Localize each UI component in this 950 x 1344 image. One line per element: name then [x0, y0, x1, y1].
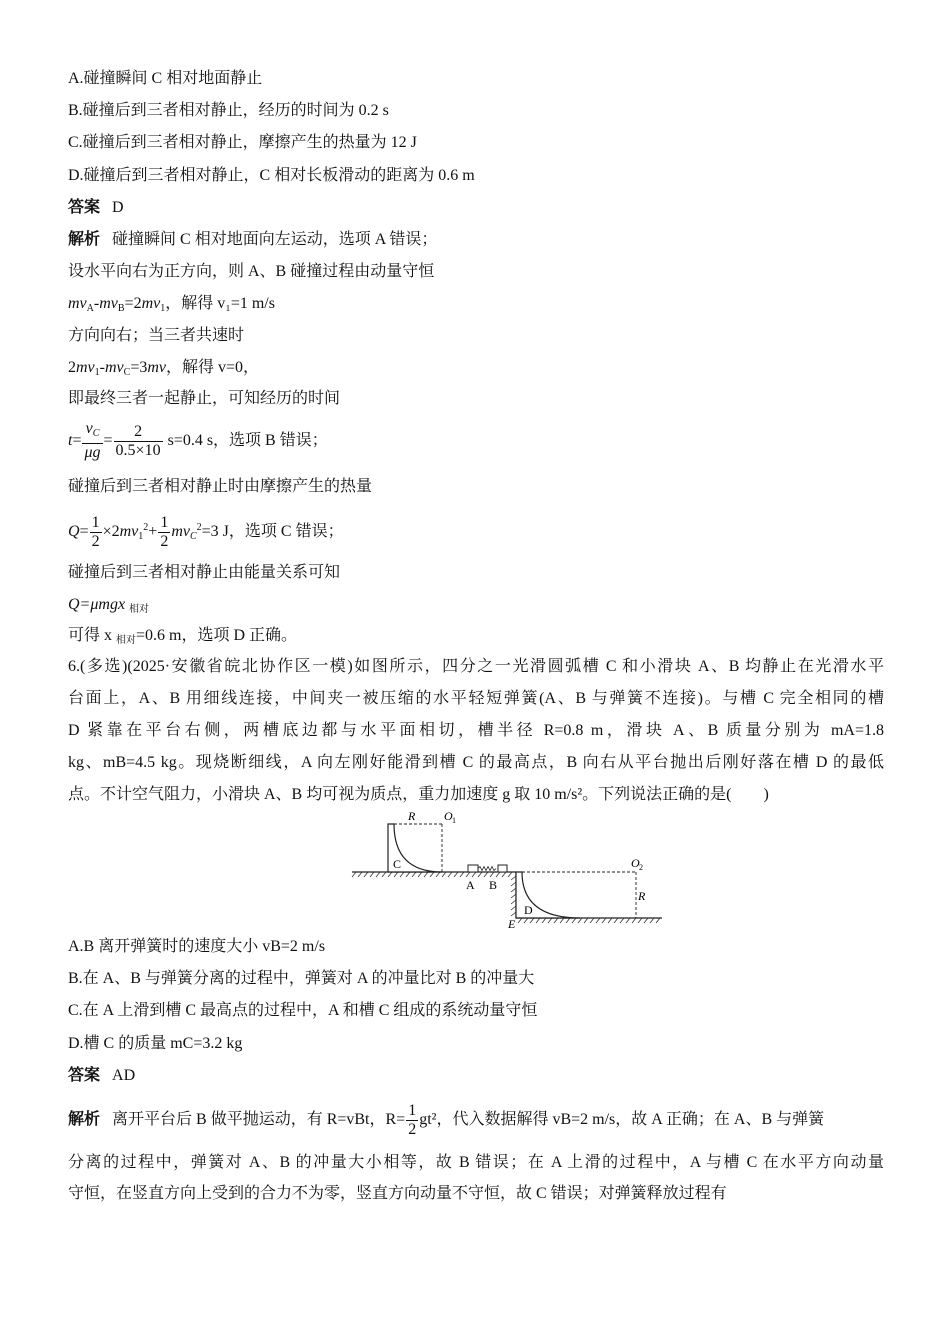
fraction: $\frac{v_C}{\mu g}$ [84, 420, 101, 462]
q5-equation-5 [68, 594, 149, 621]
label-c: C [393, 857, 402, 871]
fraction [114, 423, 163, 460]
q5-analysis-line-3: 方向向右；当三者共速时 [68, 327, 245, 344]
q5-equation-3: t= $\frac{v_C}{\mu g}$ = $\frac{2}{0.5\times 10}$ s=0.4 s，选项 B 错误； [68, 420, 328, 462]
q6-option-c: C.在 A 上滑到槽 C 最高点的过程中，A 和槽 C 组成的系统动量守恒 [68, 1002, 538, 1019]
fraction: $\frac{1}{2}$ [91, 513, 100, 550]
q5-analysis-7-post: =0.6 m，选项 D 正确。 [136, 627, 298, 644]
q6-analysis-label: 解析 [68, 1111, 101, 1128]
q6-answer-value: AD [112, 1067, 136, 1084]
q5-equation-2-result: ，解得 v=0， [166, 359, 260, 376]
label-d: D [524, 903, 533, 917]
q6-stem-line-5: 点。不计空气阻力，小滑块 A、B 均可视为质点，重力加速度 g 取 10 m/s²。下列说法正确的是( ) [68, 786, 769, 803]
label-r-top: R [408, 810, 416, 823]
spring [478, 867, 496, 871]
q6-option-b: B.在 A、B 与弹簧分离的过程中，弹簧对 A 的冲量比对 B 的冲量大 [68, 970, 535, 987]
q6-answer [68, 1065, 135, 1087]
q6-analysis-1b: gt²，代入数据解得 vB=2 m/s，故 A 正确；在 A、B 与弹簧 [419, 1111, 825, 1128]
q5-analysis-text-1: 碰撞瞬间 C 相对地面向左运动，选项 A 错误； [112, 231, 438, 248]
wall-hatch [511, 876, 516, 916]
q5-analysis-7-pre: 可得 x [68, 627, 113, 644]
q5-equation-4: Q= $\frac{1}{2}$ $\times 2mv_1^2+$ $\frac{1}{2}$ $mv_C^2=3$ J，选项 C 错误； [68, 513, 344, 550]
q5-analysis-line-6: 碰撞后到三者相对静止由能量关系可知 [68, 564, 341, 581]
q6-stem-line-3: D 紧靠在平台右侧，两槽底边都与水平面相切，槽半径 R=0.8 m，滑块 A、B 质量分别为 mA=1.8 [68, 722, 884, 739]
fraction: $\frac{1}{2}$ [408, 1101, 417, 1138]
label-b: B [489, 878, 498, 892]
platform-hatch [352, 872, 512, 877]
q5-equation-1-result: ，解得 v₁=1 m/s [165, 295, 275, 312]
label-o1-sub: 1 [452, 816, 456, 825]
q6-option-a: A.B 离开弹簧时的速度大小 vB=2 m/s [68, 938, 326, 955]
q5-answer-label: 答案 [68, 199, 101, 216]
lower-hatch [518, 918, 660, 923]
q6-option-d: D.槽 C 的质量 mC=3.2 kg [68, 1035, 243, 1052]
q6-analysis-line-1 [68, 1096, 824, 1144]
q6-stem-line-4: kg、mB=4.5 kg。现烧断细线，A 向左刚好能滑到槽 C 的最高点，B 向右从平台抛出后刚好落在槽 D 的最低 [68, 754, 884, 771]
q5-analysis-7-sub: 相对 [116, 635, 137, 646]
q5-equation-2: $2mv_1-mv_C=3mv$，解得 v=0， [68, 359, 260, 378]
q5-analysis-line-1 [68, 229, 437, 251]
q6-analysis-1a: 离开平台后 B 做平抛运动，有 R=vBt，R= [112, 1111, 406, 1128]
q5-equation-3-tail: s=0.4 s，选项 B 错误； [167, 432, 328, 449]
q5-option-d: D.碰撞后到三者相对静止，C 相对长板滑动的距离为 0.6 m [68, 167, 475, 184]
q5-option-c: C.碰撞后到三者相对静止，摩擦产生的热量为 12 J [68, 134, 417, 151]
q5-analysis-line-7 [68, 625, 297, 652]
label-o1: O [444, 810, 453, 823]
q6-stem-line-2: 台面上，A、B 用细线连接，中间夹一被压缩的水平轻短弹簧(A、B 与弹簧不连接)。与槽 C 完全相同的槽 [68, 690, 884, 707]
q6-analysis-line-3: 守恒，在竖直方向上受到的合力不为零，竖直方向动量不守恒，故 C 错误；对弹簧释放过程有 [68, 1185, 727, 1202]
q5-equation-3-denominator: 0.5×10 [115, 441, 161, 459]
q5-equation-1: $mv_A-mv_B=2mv_1$，解得 v₁=1 m/s [68, 295, 275, 314]
q5-analysis-line-4: 即最终三者一起静止，可知经历的时间 [68, 390, 341, 407]
q5-analysis-line-2: 设水平向右为正方向，则 A、B 碰撞过程由动量守恒 [68, 263, 435, 280]
label-o2: O [631, 856, 640, 870]
q5-equation-3-numerator: 2 [134, 422, 143, 440]
block-b [498, 865, 507, 872]
q5-option-a: A.碰撞瞬间 C 相对地面静止 [68, 70, 263, 87]
q5-analysis-line-5: 碰撞后到三者相对静止时由摩擦产生的热量 [68, 478, 373, 495]
q5-answer [68, 197, 124, 219]
q6-analysis-line-2: 分离的过程中，弹簧对 A、B 的冲量大小相等，故 B 错误；在 A 上滑的过程中，A 与槽 C 在水平方向动量 [68, 1154, 884, 1171]
label-a: A [466, 878, 475, 892]
q6-figure [350, 810, 670, 930]
q6-answer-label: 答案 [68, 1067, 101, 1084]
label-o2-sub: 2 [639, 863, 643, 872]
q5-answer-value: D [112, 199, 124, 216]
q5-option-b: B.碰撞后到三者相对静止，经历的时间为 0.2 s [68, 102, 389, 119]
label-e: E [508, 917, 516, 930]
q5-analysis-label: 解析 [68, 231, 101, 248]
label-r-right: R [638, 889, 646, 903]
q6-stem-line-1: 6.(多选)(2025·安徽省皖北协作区一模)如图所示，四分之一光滑圆弧槽 C 和小滑块 A、B 均静止在光滑水平 [68, 658, 884, 675]
q5-equation-5-text: Q=μmgx [68, 596, 126, 613]
q5-equation-5-sub: 相对 [129, 604, 150, 615]
fraction: $\frac{1}{2}$ [160, 513, 169, 550]
block-a [468, 865, 478, 872]
q5-equation-4-tail: =3 J，选项 C 错误； [201, 523, 344, 540]
